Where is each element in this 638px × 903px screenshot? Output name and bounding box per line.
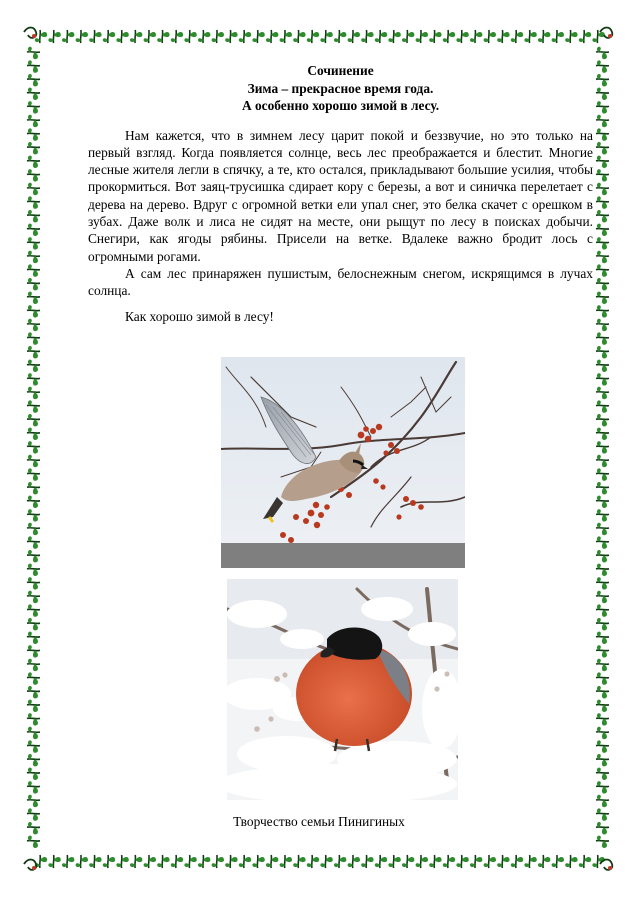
border-leaf-icon [596,441,609,453]
border-leaf-icon [320,855,332,868]
border-leaf-icon [27,224,40,236]
border-leaf-icon [429,30,441,43]
border-leaf-icon [171,30,183,43]
border-leaf-icon [592,30,604,43]
border-leaf-icon [443,30,455,43]
border-leaf-icon [27,468,40,480]
border-leaf-icon [27,251,40,263]
border-leaf-icon [266,30,278,43]
border-leaf-icon [565,30,577,43]
border-leaf-icon [171,855,183,868]
border-leaf-icon [27,577,40,589]
border-leaf-icon [579,30,591,43]
border-leaf-icon [27,428,40,440]
border-leaf-icon [27,523,40,535]
border-leaf-icon [511,30,523,43]
border-leaf-icon [565,855,577,868]
border-leaf-icon [596,237,609,249]
border-leaf-icon [27,591,40,603]
border-leaf-icon [27,278,40,290]
border-leaf-icon [48,855,60,868]
border-leaf-icon [225,855,237,868]
border-leaf-icon [116,855,128,868]
border-leaf-icon [375,855,387,868]
border-leaf-icon [27,564,40,576]
border-leaf-icon [596,700,609,712]
border-leaf-icon [596,101,609,113]
border-leaf-icon [497,855,509,868]
border-leaf-icon [27,169,40,181]
border-leaf-icon [552,855,564,868]
border-leaf-icon [27,264,40,276]
border-leaf-icon [596,156,609,168]
border-leaf-icon [27,128,40,140]
border-leaf-icon [538,855,550,868]
border-leaf-icon [89,855,101,868]
border-leaf-icon [252,855,264,868]
border-leaf-icon [470,855,482,868]
border-leaf-icon [596,373,609,385]
border-leaf-icon [596,781,609,793]
border-leaf-icon [239,30,251,43]
border-leaf-icon [27,210,40,222]
border-leaf-icon [596,645,609,657]
document-title [88,62,593,115]
border-leaf-icon [416,855,428,868]
border-leaf-icon [596,224,609,236]
border-leaf-icon [596,768,609,780]
corner-berry-icon [608,34,612,38]
border-leaf-icon [596,414,609,426]
border-leaf-icon [27,319,40,331]
border-leaf-icon [157,855,169,868]
border-leaf-icon [596,740,609,752]
border-leaf-icon [596,128,609,140]
border-leaf-icon [596,713,609,725]
border-leaf-icon [552,30,564,43]
border-leaf-icon [596,74,609,86]
border-leaf-icon [416,30,428,43]
border-leaf-icon [62,30,74,43]
border-leaf-icon [239,855,251,868]
border-leaf-icon [280,30,292,43]
border-leaf-icon [27,74,40,86]
border-leaf-icon [130,855,142,868]
border-leaf-icon [596,210,609,222]
border-leaf-icon [27,618,40,630]
border-leaf-icon [596,686,609,698]
title-line-2: Зима – прекрасное время года. [247,80,434,96]
border-leaf-icon [307,855,319,868]
border-leaf-icon [27,414,40,426]
border-leaf-icon [596,795,609,807]
border-leaf-icon [361,30,373,43]
border-leaf-icon [596,60,609,72]
paragraph-1: Нам кажется, что в зимнем лесу царит покой и беззвучие, но это только на первый взгляд. Когда появляется солнце, весь лес преображается и блестит. Многие лесные жителя легли в спячку, а те, кто остался, прикладывают большие усилия, чтобы прокормиться. Вот заяц-трусишка сдирает кору с березы, а вот и синичка перелетает с дерева на дерево. Вдруг с огромной ветки ели упал снег, это белка скачет с орешком в зубах. Даже волк и лиса не сидят на месте, они рыщут по лесу в поисках добычи. Снегири, как ягоды рябины. Присели на ветке. Вдалеке важно бродит лось с огромными рогами. [88,127,593,264]
border-leaf-icon [144,30,156,43]
border-leaf-icon [596,496,609,508]
border-leaf-icon [596,727,609,739]
border-leaf-icon [27,604,40,616]
border-leaf-icon [596,251,609,263]
border-leaf-icon [334,30,346,43]
border-leaf-icon [27,713,40,725]
paragraph-2: А сам лес принаряжен пушистым, белоснежным снегом, искрящимся в лучах солнца. [88,265,593,299]
border-leaf-icon [596,346,609,358]
border-leaf-icon [130,30,142,43]
border-leaf-icon [596,550,609,562]
border-leaf-icon [596,278,609,290]
border-leaf-icon [27,632,40,644]
border-leaf-icon [27,142,40,154]
border-leaf-icon [596,836,609,848]
border-leaf-icon [538,30,550,43]
border-leaf-icon [27,183,40,195]
border-leaf-icon [388,30,400,43]
border-leaf-icon [27,781,40,793]
border-leaf-icon [596,536,609,548]
border-leaf-icon [76,30,88,43]
border-leaf-icon [596,47,609,59]
border-leaf-icon [484,30,496,43]
border-leaf-icon [596,659,609,671]
border-leaf-icon [511,855,523,868]
border-leaf-icon [456,30,468,43]
border-leaf-icon [596,672,609,684]
border-leaf-icon [596,468,609,480]
border-leaf-icon [27,332,40,344]
border-leaf-icon [266,855,278,868]
border-leaf-icon [27,509,40,521]
border-leaf-icon [596,292,609,304]
border-leaf-icon [27,60,40,72]
border-leaf-icon [27,441,40,453]
border-leaf-icon [596,523,609,535]
border-leaf-icon [27,768,40,780]
border-leaf-icon [307,30,319,43]
border-leaf-icon [596,319,609,331]
border-leaf-icon [429,855,441,868]
border-leaf-icon [27,645,40,657]
border-leaf-icon [27,237,40,249]
border-leaf-icon [184,30,196,43]
border-leaf-icon [524,855,536,868]
border-leaf-icon [116,30,128,43]
border-leaf-icon [27,455,40,467]
border-leaf-icon [596,428,609,440]
border-leaf-icon [470,30,482,43]
border-leaf-icon [27,387,40,399]
border-leaf-icon [375,30,387,43]
border-leaf-icon [27,305,40,317]
border-leaf-icon [27,536,40,548]
border-leaf-icon [27,47,40,59]
border-leaf-icon [27,727,40,739]
border-leaf-icon [27,550,40,562]
paragraph-3: Как хорошо зимой в лесу! [125,309,274,325]
border-leaf-icon [293,30,305,43]
border-leaf-icon [456,855,468,868]
border-leaf-icon [184,855,196,868]
border-leaf-icon [27,496,40,508]
border-leaf-icon [596,142,609,154]
corner-berry-icon [32,866,36,870]
border-leaf-icon [596,88,609,100]
border-leaf-icon [361,855,373,868]
border-leaf-icon [596,400,609,412]
border-leaf-icon [596,564,609,576]
border-leaf-icon [27,346,40,358]
border-leaf-icon [27,700,40,712]
border-leaf-icon [225,30,237,43]
border-leaf-icon [596,509,609,521]
border-leaf-icon [27,836,40,848]
border-leaf-icon [212,855,224,868]
border-leaf-icon [596,591,609,603]
border-leaf-icon [144,855,156,868]
border-leaf-icon [157,30,169,43]
border-leaf-icon [27,88,40,100]
border-leaf-icon [402,30,414,43]
border-leaf-icon [27,360,40,372]
border-leaf-icon [596,387,609,399]
corner-berry-icon [32,34,36,38]
waxwing-photo [221,357,465,568]
border-leaf-icon [27,672,40,684]
border-leaf-icon [27,373,40,385]
border-leaf-icon [293,855,305,868]
border-leaf-icon [596,305,609,317]
border-leaf-icon [252,30,264,43]
border-leaf-icon [524,30,536,43]
border-leaf-icon [596,196,609,208]
border-leaf-icon [348,30,360,43]
border-leaf-icon [484,855,496,868]
border-leaf-icon [212,30,224,43]
photo-caption: Творчество семьи Пинигиных [233,814,405,829]
border-leaf-icon [27,795,40,807]
title-line-3: А особенно хорошо зимой в лесу. [241,98,440,113]
border-leaf-icon [27,400,40,412]
border-leaf-icon [27,659,40,671]
border-leaf-icon [596,482,609,494]
border-leaf-icon [27,686,40,698]
document-body [88,62,593,326]
border-leaf-icon [596,169,609,181]
border-leaf-icon [596,115,609,127]
border-leaf-icon [89,30,101,43]
bullfinch-photo [227,579,458,800]
border-leaf-icon [596,455,609,467]
border-leaf-icon [103,30,115,43]
border-leaf-icon [402,855,414,868]
border-leaf-icon [27,754,40,766]
border-leaf-icon [596,360,609,372]
border-leaf-icon [27,101,40,113]
border-leaf-icon [103,855,115,868]
border-leaf-icon [280,855,292,868]
title-line-1: Сочинение [307,63,374,78]
border-leaf-icon [596,754,609,766]
border-leaf-icon [596,183,609,195]
border-leaf-icon [48,30,60,43]
border-leaf-icon [27,156,40,168]
border-leaf-icon [27,482,40,494]
border-leaf-icon [596,632,609,644]
border-leaf-icon [62,855,74,868]
border-leaf-icon [27,740,40,752]
border-leaf-icon [596,618,609,630]
border-leaf-icon [596,332,609,344]
border-leaf-icon [596,577,609,589]
border-leaf-icon [76,855,88,868]
border-leaf-icon [334,855,346,868]
border-leaf-icon [596,604,609,616]
border-leaf-icon [348,855,360,868]
border-leaf-icon [198,30,210,43]
border-leaf-icon [443,855,455,868]
border-leaf-icon [27,292,40,304]
border-leaf-icon [320,30,332,43]
border-leaf-icon [198,855,210,868]
corner-berry-icon [608,866,612,870]
border-leaf-icon [27,115,40,127]
border-leaf-icon [497,30,509,43]
border-leaf-icon [596,264,609,276]
border-leaf-icon [579,855,591,868]
border-leaf-icon [27,196,40,208]
border-leaf-icon [388,855,400,868]
